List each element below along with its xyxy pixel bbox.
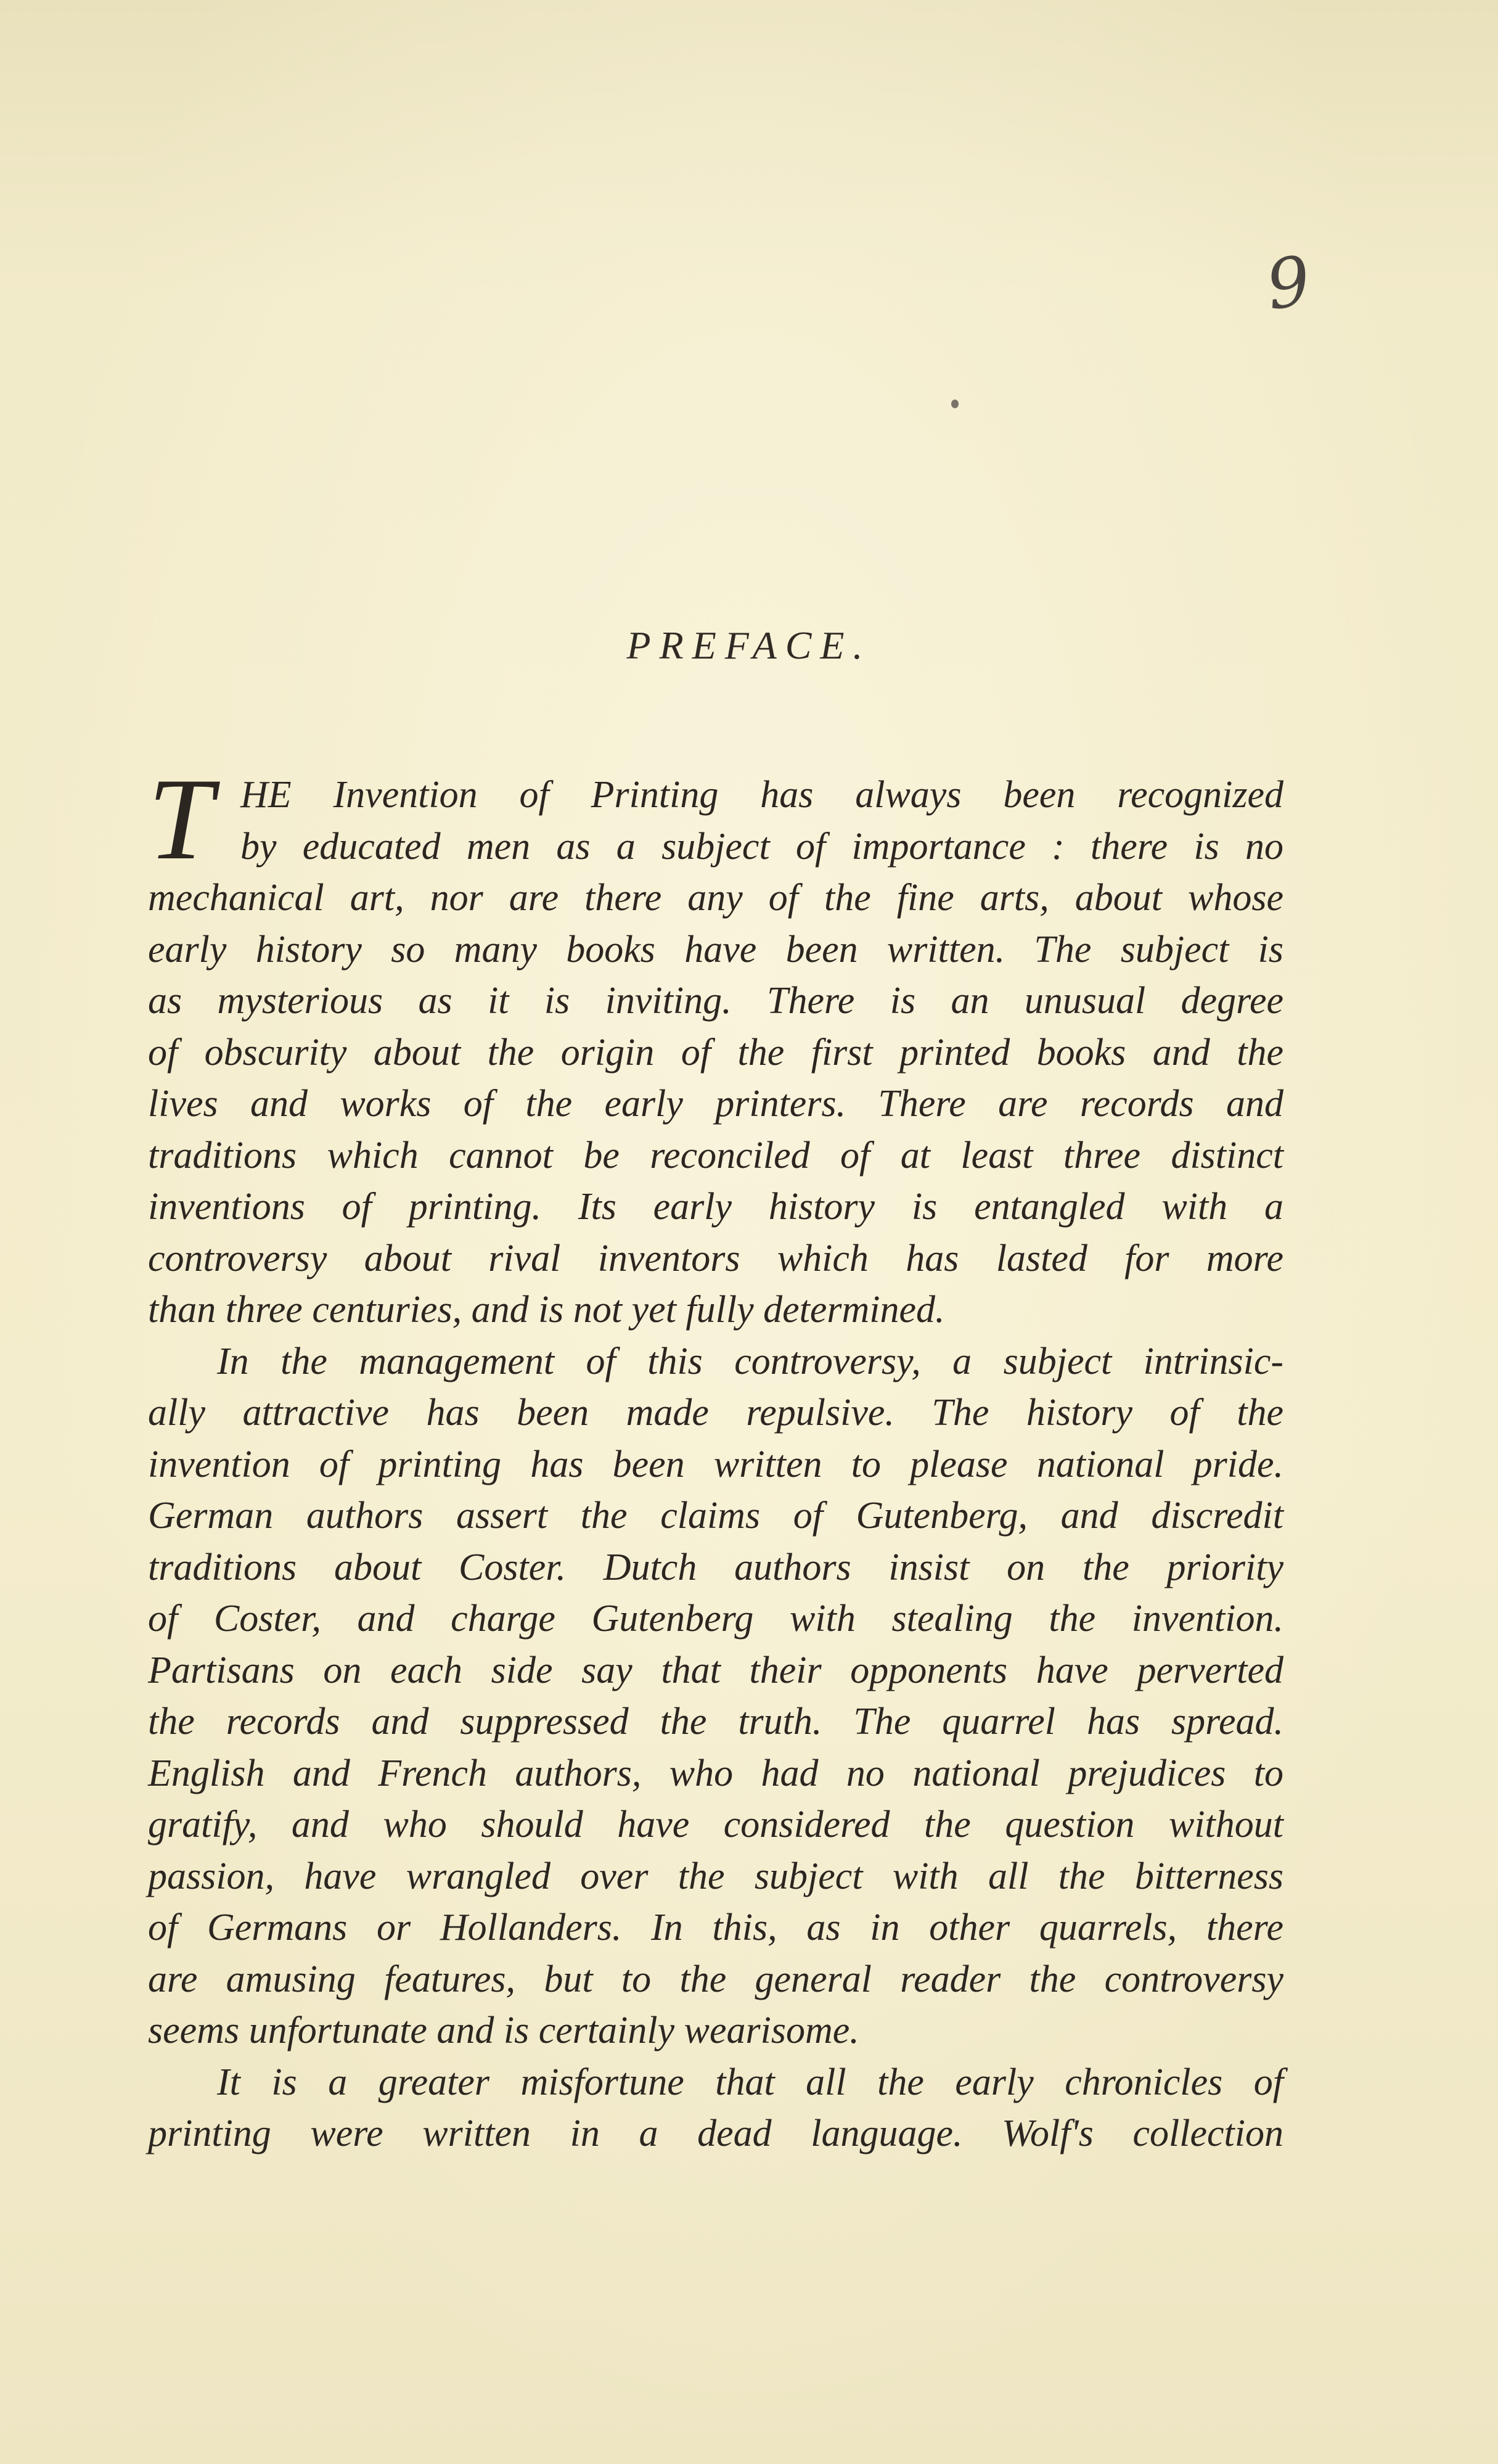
text-line: by educated men as a subject of importance : there is no [240, 825, 1283, 868]
text-line: traditions which cannot be reconciled of at least three distinct [148, 1134, 1283, 1177]
text-line: mechanical art, nor are there any of the fine arts, about whose [148, 877, 1283, 919]
text-line: seems unfortunate and is certainly wearisome. [148, 2010, 859, 2051]
text-line: gratify, and who should have considered the question without [148, 1804, 1283, 1846]
text-line: English and French authors, who had no national prejudices to [148, 1752, 1283, 1794]
text-line: of Germans or Hollanders. In this, as in other quarrels, there [148, 1907, 1283, 1949]
text-line: HE Invention of Printing has always been recognized [240, 774, 1283, 816]
text-line: are amusing features, but to the general reader the controversy [148, 1958, 1283, 2000]
text-line: traditions about Coster. Dutch authors insist on the priority [148, 1546, 1283, 1588]
text-line: printing were written in a dead language. Wolf's collection [148, 2113, 1283, 2154]
text-line: than three centuries, and is not yet fully determined. [148, 1289, 945, 1331]
text-line: of obscurity about the origin of the first printed books and the [148, 1031, 1283, 1074]
page-number: 9 [1261, 240, 1316, 326]
text-line: early history so many books have been written. The subject is [148, 928, 1283, 971]
page-title: PREFACE. [626, 623, 872, 667]
text-line: Partisans on each side say that their opponents have perverted [148, 1649, 1283, 1691]
text-line: of Coster, and charge Gutenberg with stealing the invention. [148, 1598, 1283, 1640]
text-line: invention of printing has been written to please national pride. [148, 1443, 1283, 1485]
drop-cap: T [148, 755, 213, 884]
text-line: passion, have wrangled over the subject with all the bitterness [148, 1855, 1283, 1897]
text-line: controversy about rival inventors which has lasted for more [148, 1237, 1283, 1279]
text-line: as mysterious as it is inviting. There is an unusual degree [148, 980, 1283, 1022]
text-line: In the management of this controversy, a subject intrinsic- [217, 1340, 1283, 1382]
preface-body [148, 755, 1283, 2160]
text-line: the records and suppressed the truth. The quarrel has spread. [148, 1701, 1283, 1743]
text-line: German authors assert the claims of Gutenberg, and discredit [148, 1495, 1283, 1537]
text-line: lives and works of the early printers. There are records and [148, 1083, 1283, 1125]
ink-speck [951, 400, 959, 408]
text-line: It is a greater misfortune that all the early chronicles of [217, 2061, 1283, 2103]
text-line: inventions of printing. Its early history is entangled with a [148, 1186, 1283, 1228]
text-line: ally attractive has been made repulsive. The history of the [148, 1392, 1283, 1434]
